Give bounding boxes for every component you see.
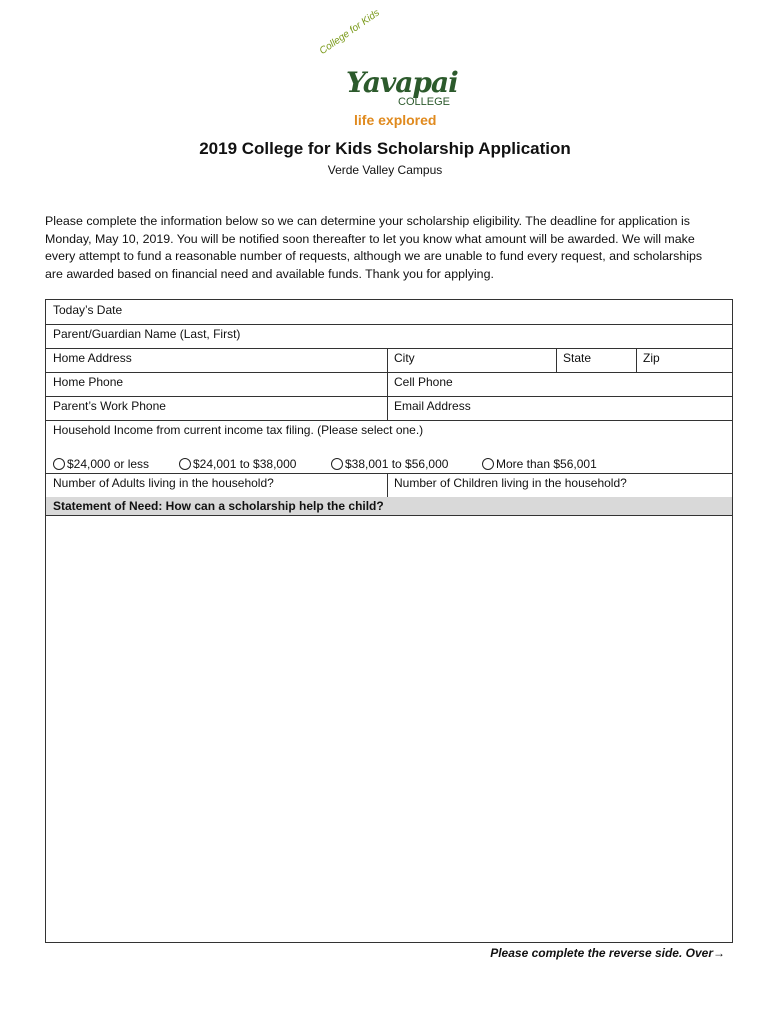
income-option-label: More than $56,001 xyxy=(496,457,597,471)
income-option-2[interactable] xyxy=(179,457,296,471)
income-option-3[interactable] xyxy=(331,457,448,471)
radio-circle-icon[interactable] xyxy=(482,458,494,470)
logo-sub: COLLEGE xyxy=(398,96,450,108)
parent-name-field[interactable]: Parent/Guardian Name (Last, First) xyxy=(53,327,241,341)
city-field[interactable]: City xyxy=(394,351,415,365)
income-option-label: $38,001 to $56,000 xyxy=(345,457,449,471)
logo-name: Yavapai xyxy=(346,66,458,99)
yavapai-college-logo xyxy=(317,7,458,132)
income-label: Household Income from current income tax filing. (Please select one.) xyxy=(53,423,424,437)
logo-slogan: life explored xyxy=(354,112,437,128)
work-phone-field[interactable]: Parent’s Work Phone xyxy=(53,399,166,413)
statement-textarea[interactable] xyxy=(46,516,732,942)
zip-field[interactable]: Zip xyxy=(643,351,660,365)
logo-college-for-kids: College for Kids xyxy=(317,7,382,57)
income-option-label: $24,000 or less xyxy=(67,457,150,471)
income-option-1[interactable] xyxy=(53,457,149,471)
state-field[interactable]: State xyxy=(563,351,592,365)
email-field[interactable]: Email Address xyxy=(394,399,471,413)
income-option-label: $24,001 to $38,000 xyxy=(193,457,297,471)
radio-circle-icon[interactable] xyxy=(53,458,65,470)
radio-circle-icon[interactable] xyxy=(179,458,191,470)
cell-phone-field[interactable]: Cell Phone xyxy=(394,375,453,389)
home-address-field[interactable]: Home Address xyxy=(53,351,132,365)
home-phone-field[interactable]: Home Phone xyxy=(53,375,124,389)
footer-note: Please complete the reverse side. Over→ xyxy=(490,946,725,960)
intro-paragraph: Please complete the information below so we can determine your scholarship eligibility. The deadline for application is Monday, May 10, 2019. You will be notified soon thereafter to let you know what amount will be awarded. We will make every attempt to fund a reasonable number of requests, although we are unable to fund every request, and scholarships are awarded based on financial need and available funds. Thank you for applying. xyxy=(45,214,703,281)
todays-date-field[interactable]: Today’s Date xyxy=(53,303,123,317)
page-title: 2019 College for Kids Scholarship Application xyxy=(199,139,571,158)
page-subtitle: Verde Valley Campus xyxy=(327,163,443,177)
income-option-4[interactable] xyxy=(482,457,597,471)
radio-circle-icon[interactable] xyxy=(331,458,343,470)
statement-label: Statement of Need: How can a scholarship help the child? xyxy=(53,499,384,513)
adults-field[interactable]: Number of Adults living in the household? xyxy=(53,476,274,490)
children-field[interactable]: Number of Children living in the household? xyxy=(394,476,627,490)
application-form xyxy=(45,299,733,943)
